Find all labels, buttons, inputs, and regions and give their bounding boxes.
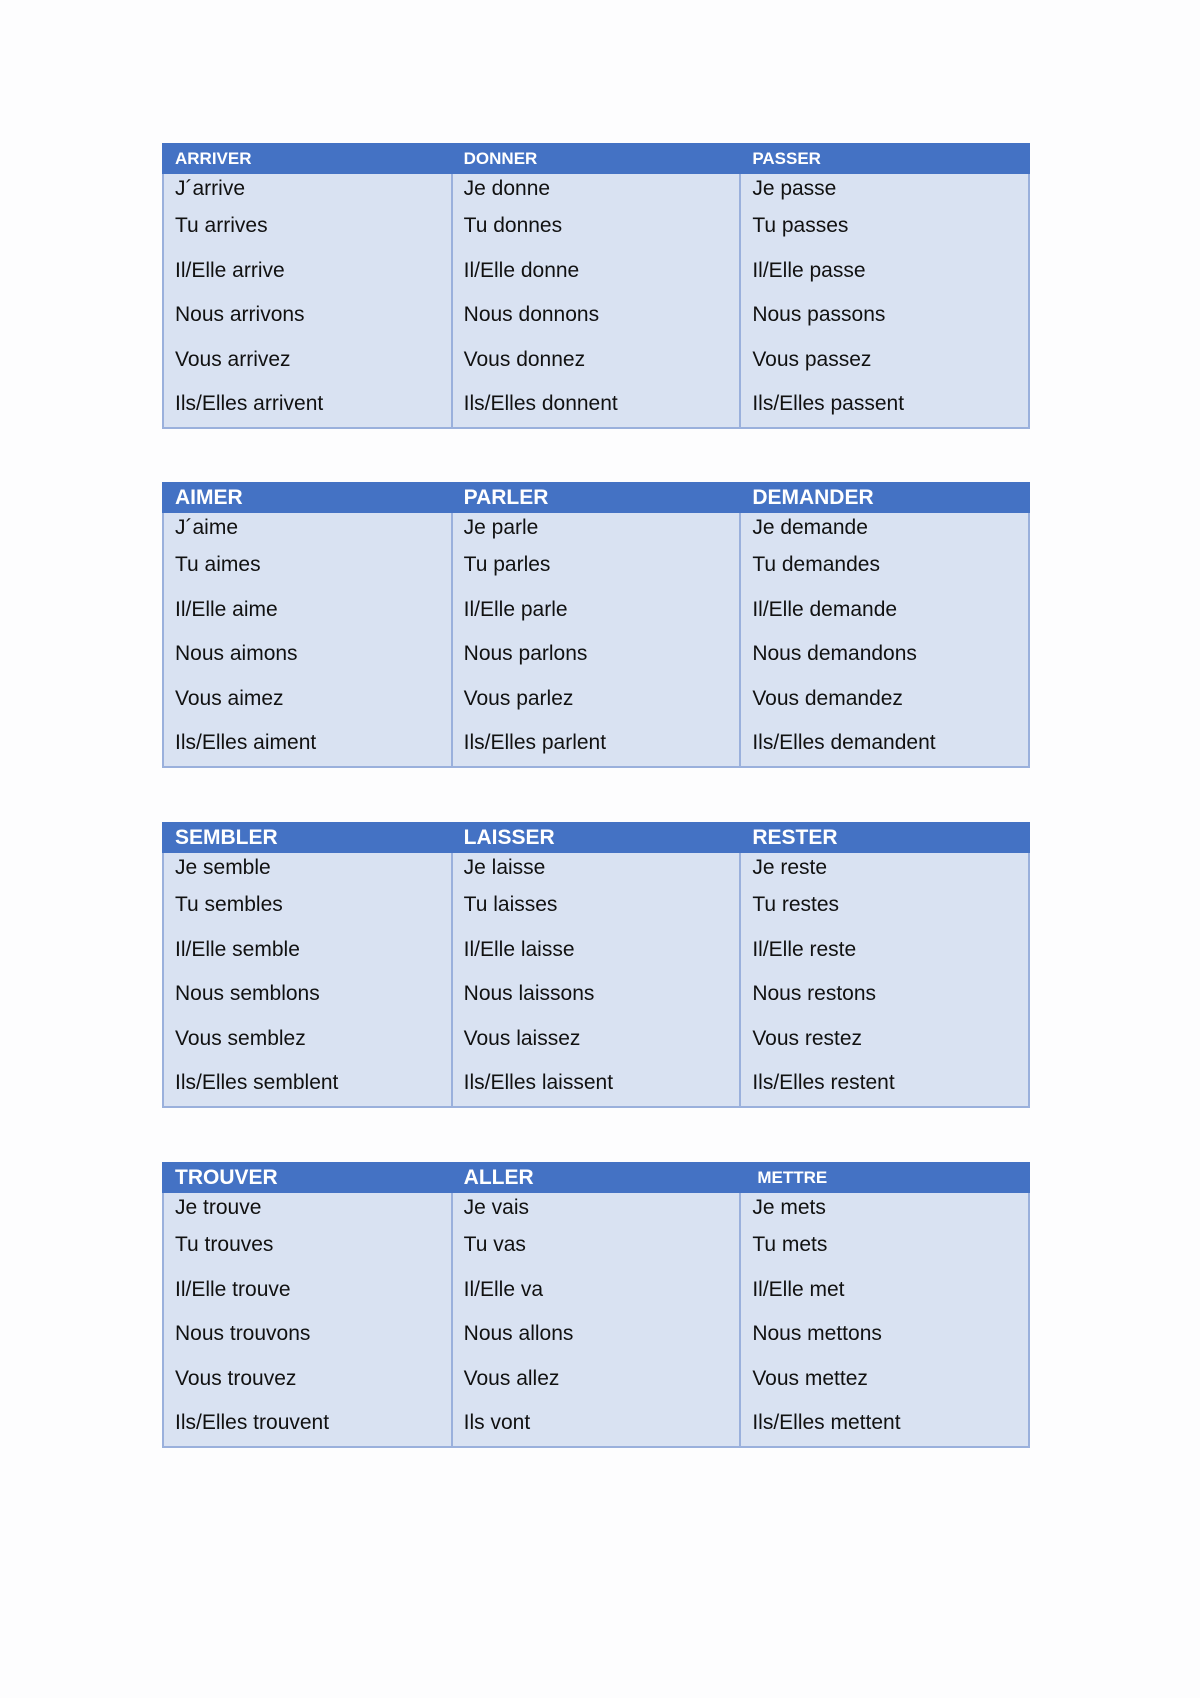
table-row (163, 338, 1029, 383)
table-row (163, 853, 1029, 883)
table-cell: Tu sembles (163, 883, 452, 928)
table-cell: Je laisse (452, 853, 741, 883)
table-cell: Je demande (740, 513, 1029, 543)
table-cell: Je trouve (163, 1193, 452, 1223)
table-cell: Il/Elle laisse (452, 928, 741, 973)
table-cell: Nous parlons (452, 632, 741, 677)
table-row (163, 543, 1029, 588)
table-cell: Il/Elle met (740, 1268, 1029, 1313)
table-cell: Ils/Elles demandent (740, 721, 1029, 767)
table-cell: Vous parlez (452, 677, 741, 722)
table-cell: Ils vont (452, 1401, 741, 1447)
table-cell: Ils/Elles arrivent (163, 382, 452, 428)
table-row (163, 1268, 1029, 1313)
table-cell: Je mets (740, 1193, 1029, 1223)
table-cell: Tu mets (740, 1223, 1029, 1268)
table-row (163, 1223, 1029, 1268)
table-row (163, 1357, 1029, 1402)
table-row (163, 721, 1029, 767)
column-header: RESTER (740, 822, 1029, 853)
table-cell: Vous restez (740, 1017, 1029, 1062)
table-cell: J´arrive (163, 174, 452, 204)
table-cell: Vous donnez (452, 338, 741, 383)
table-cell: Tu parles (452, 543, 741, 588)
table-cell: Nous restons (740, 972, 1029, 1017)
table-row (163, 883, 1029, 928)
table-cell: Ils/Elles mettent (740, 1401, 1029, 1447)
table-row (163, 249, 1029, 294)
table-cell: Ils/Elles donnent (452, 382, 741, 428)
table-header-row (163, 482, 1029, 513)
table-cell: Tu arrives (163, 204, 452, 249)
table-cell: Tu vas (452, 1223, 741, 1268)
table-cell: Tu passes (740, 204, 1029, 249)
table-cell: Je vais (452, 1193, 741, 1223)
table-row (163, 513, 1029, 543)
table-cell: Nous passons (740, 293, 1029, 338)
table-header-row (163, 822, 1029, 853)
table-cell: Nous mettons (740, 1312, 1029, 1357)
table-cell: Vous semblez (163, 1017, 452, 1062)
table-row (163, 1017, 1029, 1062)
table-row (163, 174, 1029, 204)
table-header-row (163, 1162, 1029, 1193)
table-cell: Il/Elle passe (740, 249, 1029, 294)
table-header-row (163, 143, 1029, 174)
table-cell: Nous allons (452, 1312, 741, 1357)
table-cell: Nous demandons (740, 632, 1029, 677)
column-header: SEMBLER (163, 822, 452, 853)
table-row (163, 204, 1029, 249)
table-cell: Vous laissez (452, 1017, 741, 1062)
table-cell: Vous demandez (740, 677, 1029, 722)
table-cell: Ils/Elles passent (740, 382, 1029, 428)
table-cell: Nous laissons (452, 972, 741, 1017)
table-cell: Ils/Elles restent (740, 1061, 1029, 1107)
table-cell: Vous arrivez (163, 338, 452, 383)
table-cell: Tu demandes (740, 543, 1029, 588)
table-cell: Vous trouvez (163, 1357, 452, 1402)
table-cell: Tu aimes (163, 543, 452, 588)
column-header: METTRE (740, 1162, 1029, 1193)
table-cell: Nous aimons (163, 632, 452, 677)
table-row (163, 382, 1029, 428)
column-header: PARLER (452, 482, 741, 513)
table-cell: Il/Elle trouve (163, 1268, 452, 1313)
table-cell: Je reste (740, 853, 1029, 883)
table-cell: Il/Elle parle (452, 588, 741, 633)
table-cell: Ils/Elles aiment (163, 721, 452, 767)
table-cell: Ils/Elles parlent (452, 721, 741, 767)
column-header: AIMER (163, 482, 452, 513)
table-cell: Vous passez (740, 338, 1029, 383)
table-cell: Il/Elle reste (740, 928, 1029, 973)
table-cell: Il/Elle donne (452, 249, 741, 294)
table-cell: Tu trouves (163, 1223, 452, 1268)
table-cell: Nous donnons (452, 293, 741, 338)
verb-table-trouver-aller-mettre (162, 1162, 1030, 1448)
table-cell: Ils/Elles laissent (452, 1061, 741, 1107)
table-cell: Vous aimez (163, 677, 452, 722)
table-row (163, 1401, 1029, 1447)
table-cell: Tu restes (740, 883, 1029, 928)
table-cell: J´aime (163, 513, 452, 543)
table-cell: Je passe (740, 174, 1029, 204)
table-cell: Je donne (452, 174, 741, 204)
table-row (163, 1312, 1029, 1357)
table-cell: Tu laisses (452, 883, 741, 928)
table-row (163, 928, 1029, 973)
table-cell: Il/Elle arrive (163, 249, 452, 294)
table-cell: Ils/Elles trouvent (163, 1401, 452, 1447)
table-cell: Je parle (452, 513, 741, 543)
table-cell: Tu donnes (452, 204, 741, 249)
table-cell: Il/Elle va (452, 1268, 741, 1313)
table-cell: Il/Elle semble (163, 928, 452, 973)
table-cell: Nous arrivons (163, 293, 452, 338)
table-row (163, 293, 1029, 338)
verb-table-aimer-parler-demander (162, 482, 1030, 768)
verb-table-sembler-laisser-rester (162, 822, 1030, 1108)
table-cell: Vous allez (452, 1357, 741, 1402)
column-header: DEMANDER (740, 482, 1029, 513)
table-row (163, 1061, 1029, 1107)
table-row (163, 1193, 1029, 1223)
table-cell: Ils/Elles semblent (163, 1061, 452, 1107)
column-header: ALLER (452, 1162, 741, 1193)
column-header: PASSER (740, 143, 1029, 174)
table-row (163, 677, 1029, 722)
table-cell: Il/Elle demande (740, 588, 1029, 633)
table-row (163, 972, 1029, 1017)
column-header: DONNER (452, 143, 741, 174)
column-header: ARRIVER (163, 143, 452, 174)
table-cell: Il/Elle aime (163, 588, 452, 633)
table-cell: Vous mettez (740, 1357, 1029, 1402)
table-cell: Je semble (163, 853, 452, 883)
table-row (163, 632, 1029, 677)
table-cell: Nous semblons (163, 972, 452, 1017)
table-cell: Nous trouvons (163, 1312, 452, 1357)
table-row (163, 588, 1029, 633)
column-header: LAISSER (452, 822, 741, 853)
verb-table-arriver-donner-passer (162, 143, 1030, 429)
column-header: TROUVER (163, 1162, 452, 1193)
